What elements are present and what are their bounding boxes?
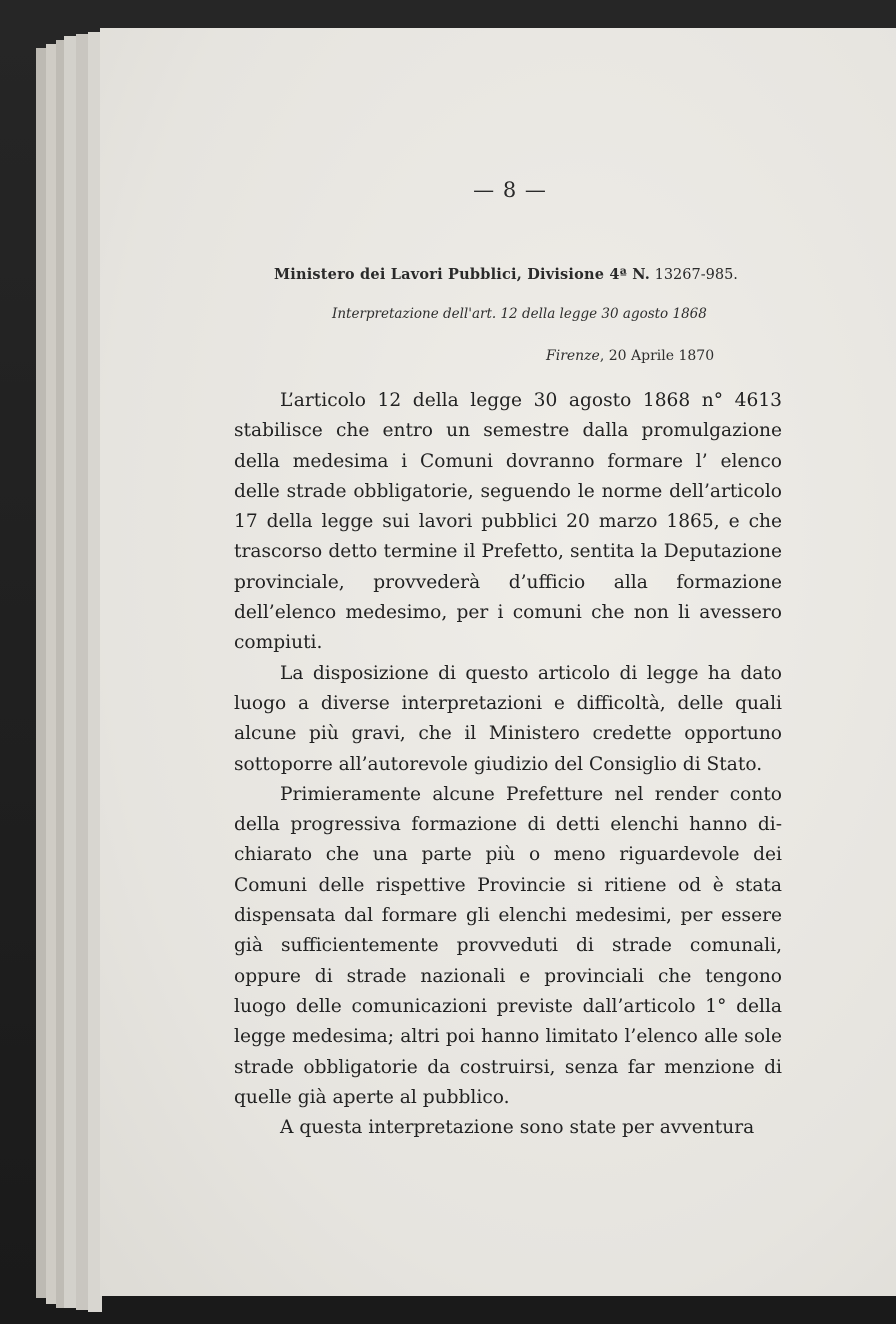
protocol-number: 13267-985. [654,267,738,283]
page-edge [56,40,64,1308]
page-edge [46,44,56,1304]
paragraph: La disposizione di questo articolo di legge ha dato luogo a diverse interpretazioni e difficoltà, delle quali alcune più gravi, che il Ministero credette opportuno sottoporre all’autorevole giudizio del Consiglio di Stato. [234,662,782,775]
dateline-place: Firenze [546,348,600,364]
ministry-heading: Ministero dei Lavori Pubblici, Divisione 4ª N. [274,266,650,283]
dateline-date: , 20 Aprile 1870 [599,348,715,364]
dateline [546,348,714,364]
page-edge [76,34,88,1310]
page-edge [36,48,46,1298]
page-number: — 8 — [473,178,547,202]
paragraph: Primieramente alcune Prefetture nel render conto della progressiva formazione di detti elenchi hanno dichiarato che una parte più o meno riguardevole dei Comuni delle rispettive Provincie si ritiene od è stata dispensata dal formare gli elenchi medesimi, per essere già sufficientemente provveduti di strade comunali, oppure di strade nazionali e provinciali che tengono luogo delle comunicazioni previste dall’articolo 1° della legge medesima; altri poi hanno limitato l’elenco alle sole strade obbligatorie da costruirsi, senza far menzione di quelle già aperte al pubblico. [234,783,782,1108]
document-header [274,266,834,283]
paragraph: A questa interpretazione sono state per avventura [280,1117,755,1139]
document-subject: Interpretazione dell'art. 12 della legge 30 agosto 1868 [332,306,707,322]
document-page [100,28,896,1296]
page-edge [64,36,76,1308]
paragraph: L’articolo 12 della legge 30 agosto 1868 n° 4613 stabilisce che entro un semestre dalla promulgazione della medesima i Comuni dovranno formare l’ elenco delle strade obbligatorie, seguendo le norme dell’articolo 17 della legge sui lavori pubblici 20 marzo 1865, e che trascorso detto termine il Prefetto, sentita la Deputazione provinciale, provvederà d’ufficio alla formazione dell’elenco medesimo, per i comuni che non li avessero compiuti. [234,390,782,654]
body-text [234,386,782,1143]
